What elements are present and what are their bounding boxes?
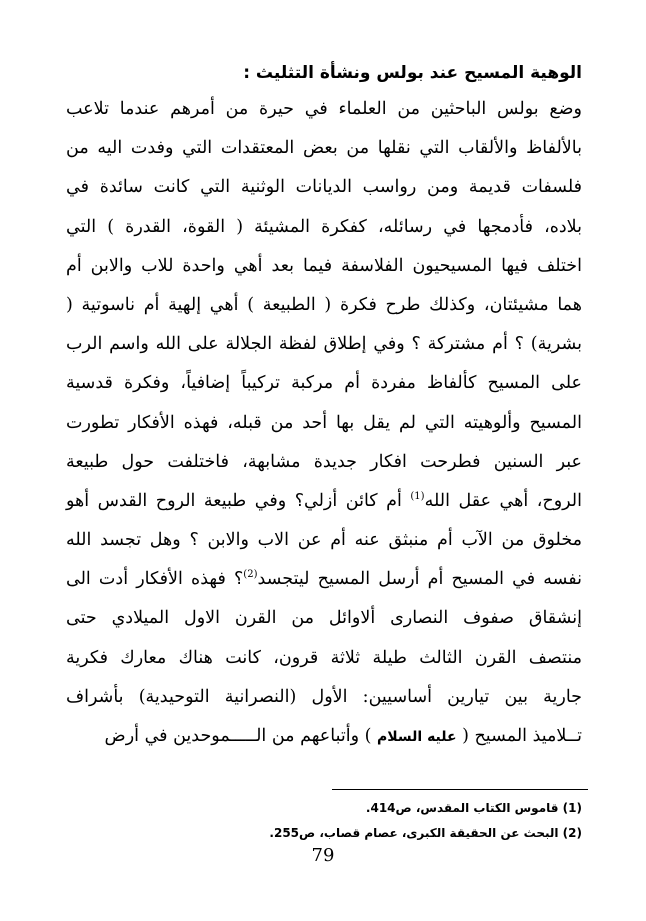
text-line: فلسفات قديمة ومن رواسب الديانات الوثنية التي كانت سائدة في (66, 177, 582, 198)
footnote-ref-2: (2) (243, 569, 258, 581)
text-line: هما مشيئتان، وكذلك طرح فكرة ( الطبيعة ) أهي إلهية أم ناسوتية ( (66, 294, 582, 315)
text-line: بشرية) ؟ أم مشتركة ؟ وفي إطلاق لفظة الجلالة على الله واسم الرب (66, 334, 582, 355)
page-number: 79 (311, 845, 335, 866)
text-line: جارية بين تيارين أساسيين: الأول (النصرانية التوحيدية) بأشراف (66, 686, 582, 707)
footnote-divider (332, 789, 588, 790)
text-line: المسيح وألوهيته التي لم يقل بها أحد من قبله، فهذه الأفكار تطورت (66, 412, 582, 433)
honorific-bold: عليه السلام (377, 729, 457, 745)
footnote-1: (1) قاموس الكتاب المقدس، ص414. (365, 801, 582, 815)
text-line: اختلف فيها المسيحيون الفلاسفة فيما بعد أهي واحدة للاب والابن أم (66, 255, 582, 276)
text-line: بلاده، فأدمجها في رسائله، كفكرة المشيئة ( القوة، القدرة ) التي (66, 216, 582, 237)
text-segment: ؟ فهذه الأفكار أدت الى (66, 569, 244, 590)
footnotes (66, 796, 582, 846)
text-line: على المسيح كألفاظ مفردة أم مركبة تركيباً إضافياً، وفكرة قدسية (66, 373, 582, 394)
footnote-ref-1: (1) (410, 491, 425, 503)
text-line: بالألفاظ والألقاب التي نقلها من بعض المعتقدات التي وفدت اليه من (66, 138, 582, 159)
text-line: وضع بولس الباحثين من العلماء في حيرة من أمرهم عندما تلاعب (66, 99, 582, 119)
text-line-last (66, 717, 582, 756)
text-line-with-footnote-ref (66, 560, 582, 599)
footnote-2: (2) البحث عن الحقيقة الكبرى، عصام قصاب، ص255. (269, 826, 582, 840)
text-segment: تــلاميذ المسيح ( (456, 726, 582, 746)
text-segment: نفسه في المسيح أم أرسل المسيح ليتجسد (257, 569, 582, 590)
text-segment: الروح، أهي عقل الله (424, 490, 582, 511)
section-heading: الوهية المسيح عند بولس ونشأة التثليث : (243, 63, 582, 83)
body-text (66, 90, 582, 756)
text-segment: أم كائن أزلي؟ وفي طبيعة الروح القدس أهو (66, 490, 411, 511)
text-line: مخلوق من الآب أم منبثق عنه أم عن الاب والابن ؟ وهل تجسد الله (66, 530, 582, 551)
text-line: منتصف القرن الثالث طيلة ثلاثة قرون، كانت هناك معارك فكرية (66, 647, 582, 668)
text-line-with-footnote-ref (66, 482, 582, 521)
text-segment: ) وأتباعهم من الـــــموحدين في أرض (104, 726, 377, 746)
text-line: إنشقاق صفوف النصارى ألاوائل من القرن الاول الميلادي حتى (66, 608, 582, 629)
text-line: عبر السنين فطرحت افكار جديدة مشابهة، فاختلفت حول طبيعة (66, 451, 582, 472)
